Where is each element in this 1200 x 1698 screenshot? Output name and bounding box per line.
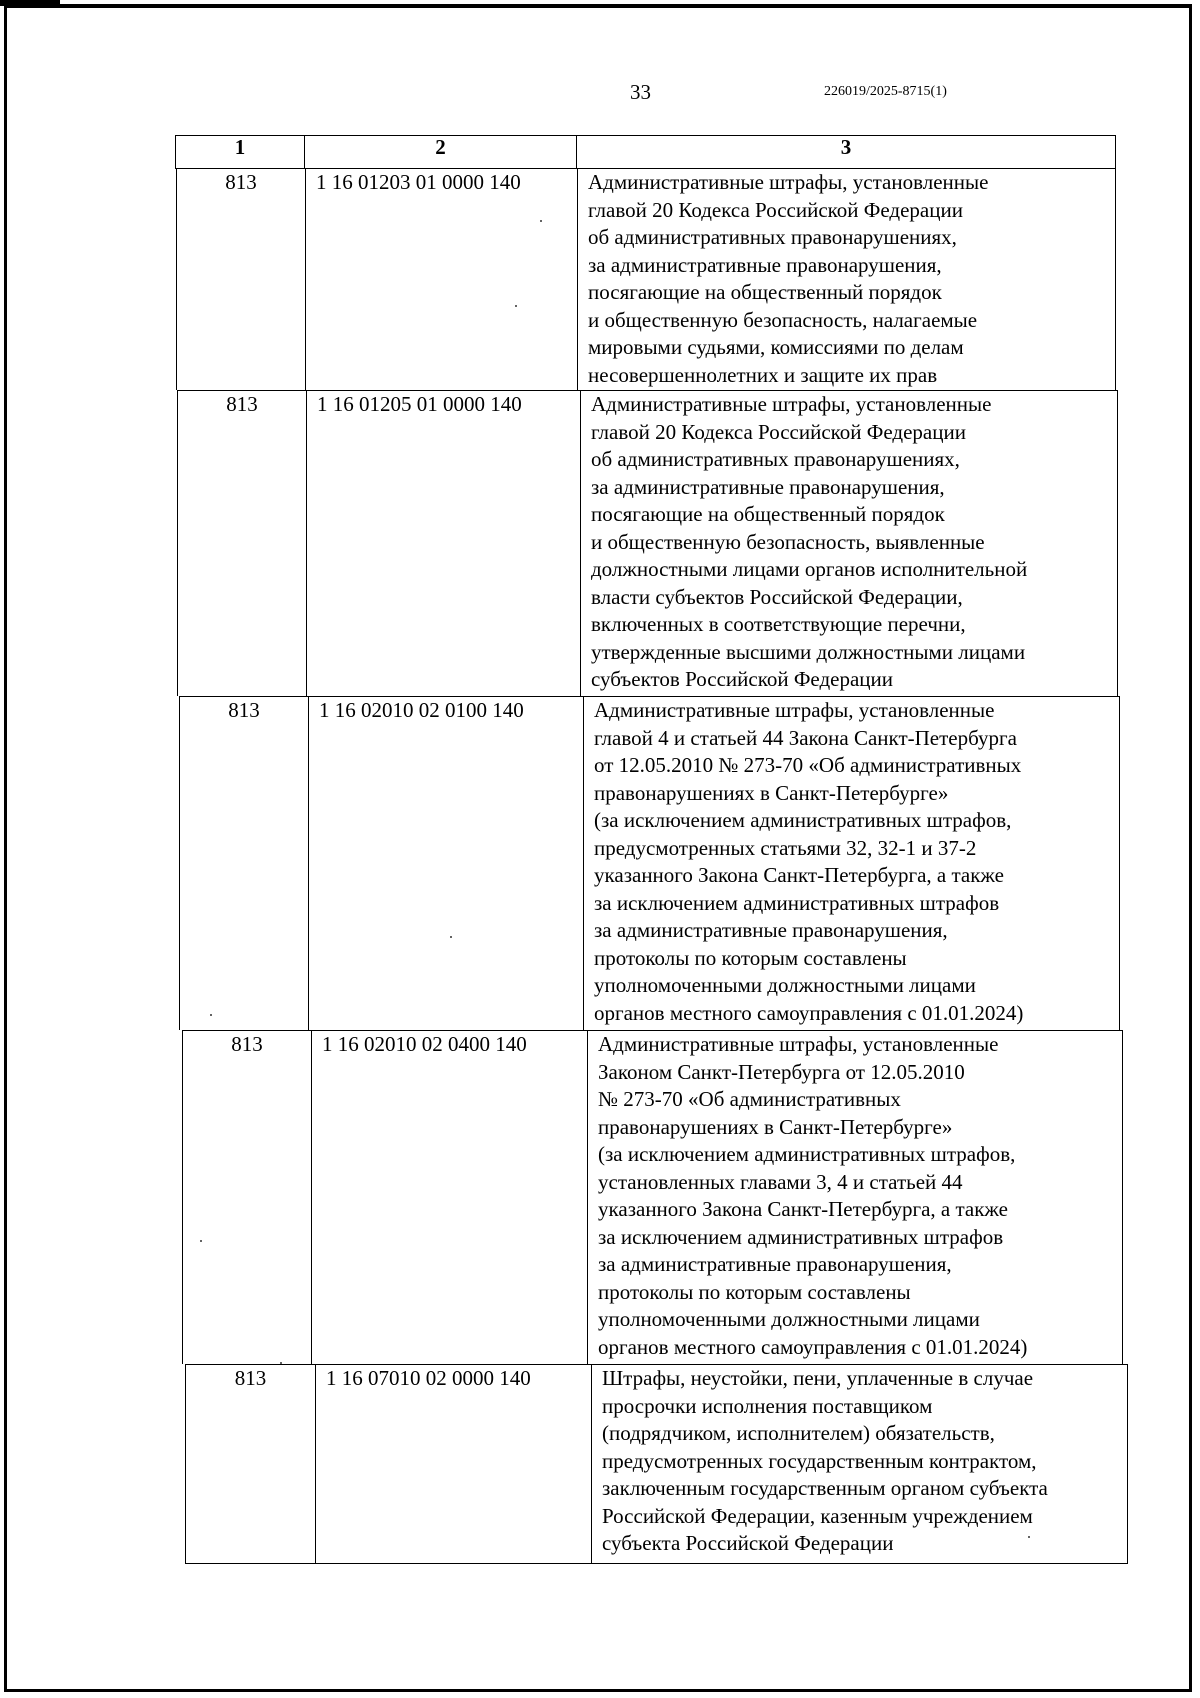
admin-code: 813 bbox=[234, 1366, 267, 1390]
admin-code: 813 bbox=[225, 170, 257, 194]
table-row bbox=[176, 168, 1116, 390]
column-header-1: 1 bbox=[234, 135, 246, 159]
table-header-row bbox=[175, 135, 1116, 169]
admin-code: 813 bbox=[231, 1032, 263, 1056]
scan-speck bbox=[280, 1362, 282, 1364]
kbk-code: 1 16 02010 02 0400 140 bbox=[311, 1031, 587, 1364]
table-row bbox=[185, 1364, 1128, 1564]
scan-speck bbox=[210, 1014, 212, 1016]
admin-code: 813 bbox=[228, 698, 260, 722]
revenue-description: Административные штрафы, установленные Законом Санкт-Петербурга от 12.05.2010 № 273-70 «Об административных правонарушениях в Санкт-Петербурге» (за исключением административных штрафов, установленных главами 3, 4 и статьей 44 указанного Закона Санкт-Петербурга, а также за исключением административных штрафов за административные правонарушения, протоколы по которым составлены уполномоченными должностными лицами органов местного самоуправления с 01.01.2024) bbox=[587, 1031, 1122, 1364]
admin-code: 813 bbox=[226, 392, 258, 416]
kbk-code: 1 16 01203 01 0000 140 bbox=[305, 169, 577, 390]
document-number: 226019/2025-8715(1) bbox=[824, 84, 947, 99]
kbk-code: 1 16 02010 02 0100 140 bbox=[308, 697, 583, 1030]
scan-speck bbox=[540, 220, 542, 222]
scan-speck bbox=[1028, 1536, 1030, 1538]
revenue-description: Штрафы, неустойки, пени, уплаченные в случае просрочки исполнения поставщиком (подрядчиком, исполнителем) обязательств, предусмотренных государственным контрактом, заключенным государственным органом субъекта Российской Федерации, казенным учреждением субъекта Российской Федерации bbox=[591, 1365, 1127, 1563]
page-number: 33 bbox=[630, 80, 651, 104]
scan-corner-mark bbox=[0, 0, 60, 6]
revenue-description: Административные штрафы, установленные главой 4 и статьей 44 Закона Санкт-Петербурга от 12.05.2010 № 273-70 «Об административных правонарушениях в Санкт-Петербурге» (за исключением административных штрафов, предусмотренных статьями 32, 32-1 и 37-2 указанного Закона Санкт-Петербурга, а также за исключением административных штрафов за административные правонарушения, протоколы по которым составлены уполномоченными должностными лицами органов местного самоуправления с 01.01.2024) bbox=[583, 697, 1119, 1030]
kbk-code: 1 16 07010 02 0000 140 bbox=[315, 1365, 591, 1563]
revenue-description: Административные штрафы, установленные главой 20 Кодекса Российской Федерации об административных правонарушениях, за административные правонарушения, посягающие на общественный порядок и общественную безопасность, налагаемые мировыми судьями, комиссиями по делам несовершеннолетних и защите их прав bbox=[577, 169, 1115, 390]
table-row bbox=[177, 390, 1118, 696]
scan-speck bbox=[450, 936, 452, 938]
table-row bbox=[179, 696, 1120, 1030]
kbk-code: 1 16 01205 01 0000 140 bbox=[306, 391, 580, 696]
column-header-3: 3 bbox=[576, 136, 1115, 169]
column-header-2: 2 bbox=[304, 136, 576, 169]
table-row bbox=[182, 1030, 1123, 1364]
scan-speck bbox=[200, 1240, 202, 1242]
revenue-description: Административные штрафы, установленные главой 20 Кодекса Российской Федерации об административных правонарушениях, за административные правонарушения, посягающие на общественный порядок и общественную безопасность, выявленные должностными лицами органов исполнительной власти субъектов Российской Федерации, включенных в соответствующие перечни, утвержденные высшими должностными лицами субъектов Российской Федерации bbox=[580, 391, 1117, 696]
scan-speck bbox=[515, 305, 517, 307]
